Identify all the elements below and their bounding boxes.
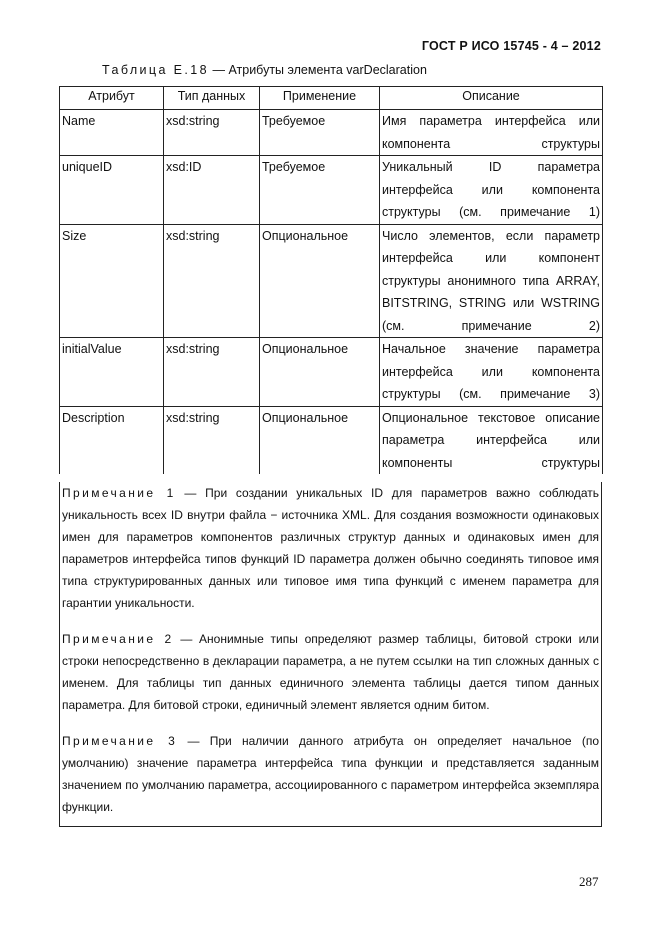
table-row: [60, 406, 603, 474]
cell-usage: Опциональное: [260, 338, 380, 407]
cell-description: Опциональное текстовое описание параметра интерфейса или компоненты структуры: [380, 406, 603, 474]
table-caption-title: — Атрибуты элемента varDeclaration: [212, 63, 427, 77]
table-header-row: [60, 87, 603, 110]
note-label: Примечание 3: [62, 734, 178, 748]
cell-usage: Опциональное: [260, 224, 380, 338]
column-header-attribute: Атрибут: [60, 87, 164, 110]
cell-description: Число элементов, если параметр интерфейса или компонент структуры анонимного типа ARRAY, BITSTRING, STRING или WSTRING (см. примечание 2): [380, 224, 603, 338]
page-number: 287: [579, 874, 599, 889]
note-label: Примечание 1: [62, 486, 176, 500]
cell-attribute: Name: [60, 110, 164, 156]
cell-data-type: xsd:string: [164, 110, 260, 156]
table-row: [60, 110, 603, 156]
cell-data-type: xsd:string: [164, 406, 260, 474]
note-text: — При наличии данного атрибута он определяет начальное (по умолчанию) значение параметра интерфейса типа функции и представляется заданным значением по умолчанию параметра, ассоциированного с параметром интерфейса экземпляра функции.: [62, 734, 600, 814]
cell-usage: Опциональное: [260, 406, 380, 474]
table-caption-label: Таблица Е.18: [102, 63, 209, 77]
note-2: [62, 628, 599, 716]
note-1: [62, 482, 599, 614]
note-label: Примечание 2: [62, 632, 174, 646]
note-text: — Анонимные типы определяют размер таблицы, битовой строки или строки непосредственно в декларации параметра, а не путем ссылки на тип сложных данных с именем. Для таблицы тип данных единичного элемента таблицы дается типом данных параметра. Для битовой строки, единичный элемент является одним битом.: [62, 632, 599, 712]
table-caption: [102, 63, 427, 77]
column-header-data-type: Тип данных: [164, 87, 260, 110]
standard-header: ГОСТ Р ИСО 15745 - 4 – 2012: [421, 39, 601, 53]
cell-attribute: Size: [60, 224, 164, 338]
cell-data-type: xsd:ID: [164, 156, 260, 225]
table-row: [60, 338, 603, 407]
note-text: — При создании уникальных ID для параметров важно соблюдать уникальность всех ID внутри файла − источника XML. Для создания возможности одинаковых имен для параметров компонентов различных структур данных и одинаковых имен для параметров интерфейса типов функций ID параметра должен обычно соединять типовое имя типа структурированных данных или типовое имя типа функций с именем параметра для гарантии уникальности.: [62, 486, 600, 610]
cell-description: Уникальный ID параметра интерфейса или компонента структуры (см. примечание 1): [380, 156, 603, 225]
cell-description: Начальное значение параметра интерфейса или компонента структуры (см. примечание 3): [380, 338, 603, 407]
column-header-description: Описание: [380, 87, 603, 110]
cell-attribute: initialValue: [60, 338, 164, 407]
cell-description: Имя параметра интерфейса или компонента структуры: [380, 110, 603, 156]
table-row: [60, 224, 603, 338]
cell-usage: Требуемое: [260, 110, 380, 156]
attributes-table: [59, 86, 603, 474]
cell-data-type: xsd:string: [164, 338, 260, 407]
notes-block: [59, 482, 602, 827]
cell-attribute: uniqueID: [60, 156, 164, 225]
column-header-usage: Применение: [260, 87, 380, 110]
cell-usage: Требуемое: [260, 156, 380, 225]
cell-data-type: xsd:string: [164, 224, 260, 338]
table-row: [60, 156, 603, 225]
cell-attribute: Description: [60, 406, 164, 474]
note-3: [62, 730, 599, 818]
